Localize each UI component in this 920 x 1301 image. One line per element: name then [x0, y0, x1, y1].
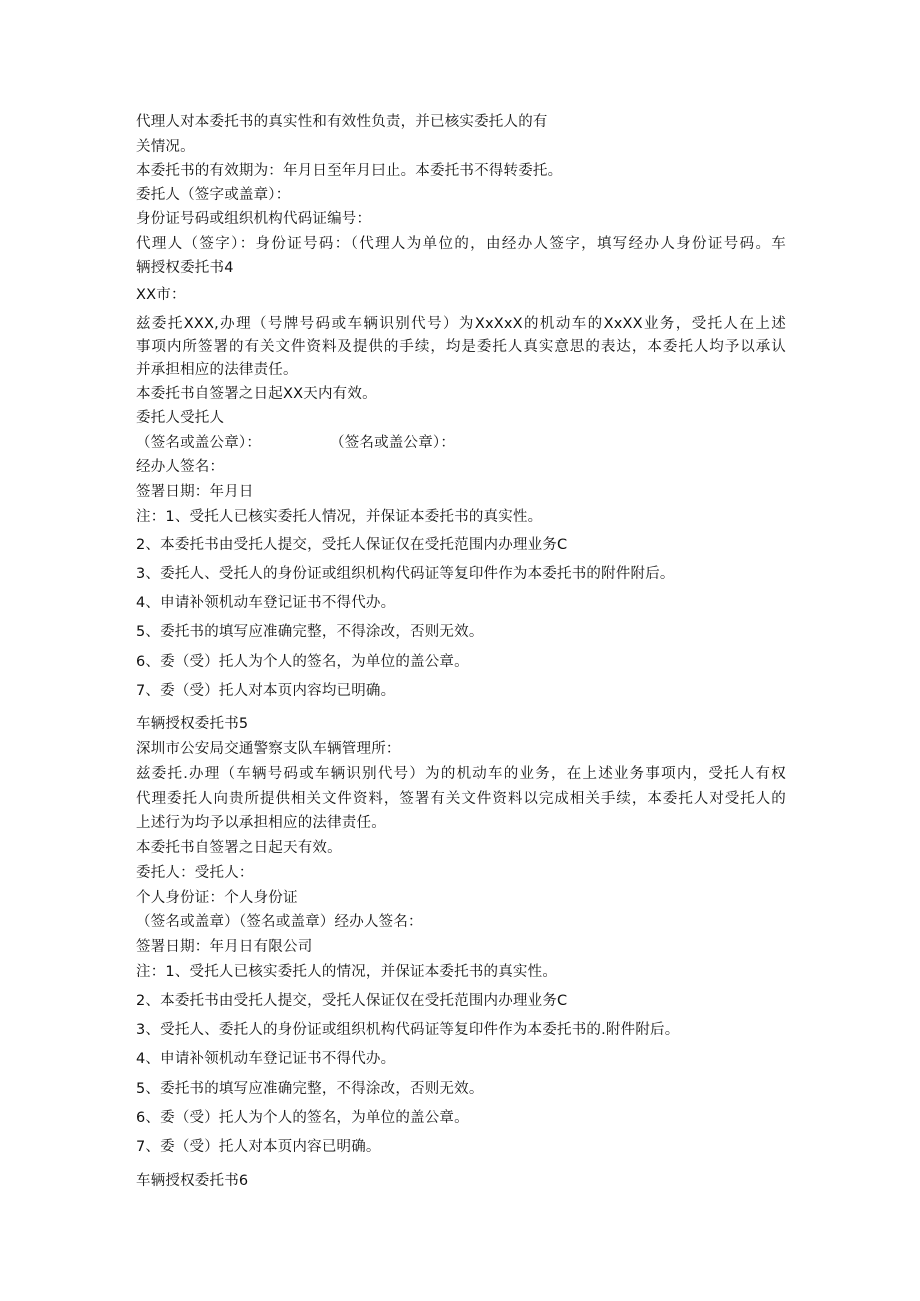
handler-line: 经办人签名：	[136, 459, 225, 475]
signature-line: （签名或盖章）（签名或盖章）经办人签名：	[136, 914, 423, 930]
id-line: 个人身份证：个人身份证	[136, 890, 298, 906]
section-title: 辆授权委托书4	[136, 260, 234, 276]
parties-line: 委托人：受托人：	[136, 865, 254, 881]
signature-label-left: （签名或盖公章）：	[136, 435, 262, 451]
note-item: 5、委托书的填写应准确完整，不得涂改，否则无效。	[136, 624, 484, 640]
validity-line: 本委托书自签署之日起天有效。	[136, 840, 342, 856]
signature-label-right: （签名或盖公章）：	[330, 435, 456, 451]
note-item: 2、本委托书由受托人提交，受托人保证仅在受托范围内办理业务C	[136, 537, 568, 553]
note-item: 4、申请补领机动车登记证书不得代办。	[136, 1051, 396, 1067]
note-item: 7、委（受）托人对本页内容已明确。	[136, 1139, 381, 1155]
note-item: 3、委托人、受托人的身份证或组织机构代码证等复印件作为本委托书的附件附后。	[136, 566, 675, 582]
note-item: 2、本委托书由受托人提交，受托人保证仅在受托范围内办理业务C	[136, 993, 568, 1009]
note-item: 注：1、受托人已核实委托人情况，并保证本委托书的真实性。	[136, 509, 543, 525]
note-item: 6、委（受）托人为个人的签名，为单位的盖公章。	[136, 1110, 469, 1126]
body-line: 事项内所签署的有关文件资料及提供的手续，均是委托人真实意思的表达，本委托人均予以承认	[136, 339, 786, 355]
text-line: 代理人（签字）：身份证号码：（代理人为单位的，由经办人签字，填写经办人身份证号码。车	[136, 236, 786, 252]
note-item: 注：1、受托人已核实委托人的情况，并保证本委托书的真实性。	[136, 964, 558, 980]
text-line: 代理人对本委托书的真实性和有效性负责，并已核实委托人的有	[136, 114, 548, 130]
parties-line: 委托人受托人	[136, 410, 225, 426]
body-line: 兹委托XXX,办理（号牌号码或车辆识别代号）为XxXxX的机动车的XxXX业务，受托人在上述	[136, 316, 786, 332]
addressee: XX市：	[136, 287, 186, 303]
note-item: 7、委（受）托人对本页内容均已明确。	[136, 683, 396, 699]
text-line: 本委托书的有效期为：年月日至年月曰止。本委托书不得转委托。	[136, 163, 563, 179]
section-title: 车辆授权委托书6	[136, 1173, 249, 1189]
note-item: 3、受托人、委托人的身份证或组织机构代码证等复印件作为本委托书的.附件附后。	[136, 1022, 680, 1038]
text-line: 委托人（签字或盖章）：	[136, 187, 291, 203]
section-title: 车辆授权委托书5	[136, 716, 249, 732]
note-item: 4、申请补领机动车登记证书不得代办。	[136, 595, 396, 611]
body-line: 上述行为均予以承担相应的法律责任。	[136, 815, 386, 831]
body-line: 兹委托.办理（车辆号码或车辆识别代号）为的机动车的业务，在上述业务事项内，受托人有权	[136, 766, 786, 782]
text-line: 关情况。	[136, 139, 195, 155]
note-item: 6、委（受）托人为个人的签名，为单位的盖公章。	[136, 654, 469, 670]
addressee: 深圳市公安局交通警察支队车辆管理所：	[136, 741, 401, 757]
body-line: 代理委托人向贵所提供相关文件资料，签署有关文件资料以完成相关手续，本委托人对受托人的	[136, 791, 786, 807]
note-item: 5、委托书的填写应准确完整，不得涂改，否则无效。	[136, 1081, 484, 1097]
date-line: 签署日期：年月日	[136, 484, 254, 500]
date-line: 签署日期：年月日有限公司	[136, 939, 313, 955]
validity-line: 本委托书自签署之日起XX天内有效。	[136, 386, 377, 402]
text-line: 身份证号码或组织机构代码证编号：	[136, 211, 372, 227]
body-line: 并承担相应的法律责任。	[136, 362, 298, 378]
